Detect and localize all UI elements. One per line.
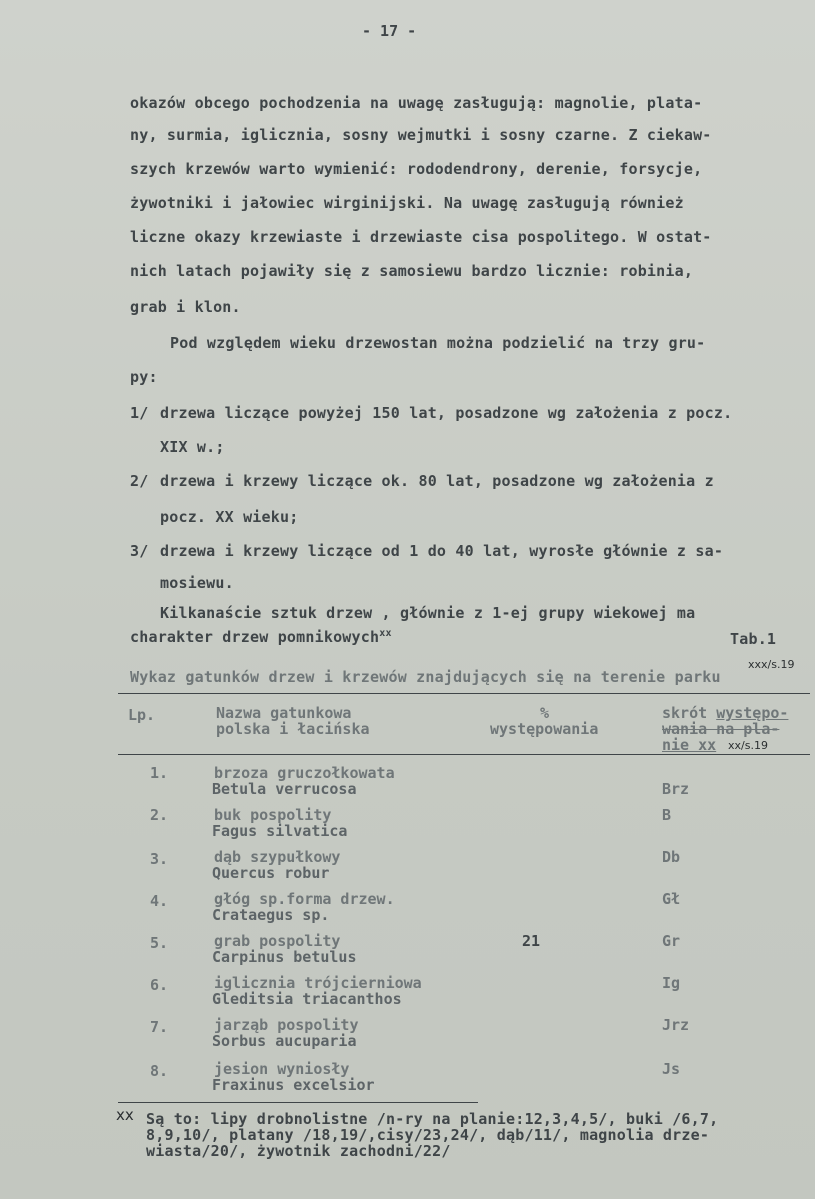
row-name-latin: Fagus silvatica [212,822,348,840]
header-abbr-text: skrót [662,704,708,722]
row-name-polish: brzoza gruczołkowata [214,764,395,782]
table-caption: Wykaz gatunków drzew i krzewów znajdujących się na terenie parku [130,668,721,686]
header-abbr-struck: nie xx [662,736,717,754]
row-abbr: Gł [662,890,681,908]
header-percent: % [540,704,550,722]
text-span: charakter drzew pomnikowych [130,628,380,646]
row-lp: 5. [150,934,169,952]
row-name-latin: Fraxinus excelsior [212,1076,375,1094]
row-lp: 8. [150,1062,169,1080]
row-lp: 3. [150,850,169,868]
list-item-text: drzewa liczące powyżej 150 lat, posadzone wg założenia z pocz. [160,404,733,422]
row-name-latin: Carpinus betulus [212,948,357,966]
row-name-polish: grab pospolity [214,932,341,950]
row-abbr: Js [662,1060,681,1078]
text-line: nich latach pojawiły się z samosiewu bardzo licznie: robinia, [130,262,694,280]
row-lp: 7. [150,1018,169,1036]
header-abbr-struck: wania na pla- [662,720,780,738]
row-lp: 6. [150,976,169,994]
row-abbr: Db [662,848,681,866]
header-abbr-line3 [662,736,716,754]
text-line: Pod względem wieku drzewostan można podzielić na trzy gru- [170,334,706,352]
text-line: Kilkanaście sztuk drzew , głównie z 1-ej grupy wiekowej ma [160,604,696,622]
footnote-line: Są to: lipy drobnolistne /n-ry na planie:12,3,4,5/, buki /6,7, [146,1110,719,1128]
header-name-sub: polska i łacińska [216,720,370,738]
table-label: Tab.1 [730,630,777,648]
row-abbr: Ig [662,974,681,992]
row-abbr: Jrz [662,1016,690,1034]
header-name: Nazwa gatunkowa [216,704,352,722]
row-name-polish: dąb szypułkowy [214,848,341,866]
footnote-line: wiasta/20/, żywotnik zachodni/22/ [146,1142,451,1160]
header-lp: Lp. [128,706,156,724]
list-item-text: XIX w.; [160,438,225,456]
table-top-rule [118,693,810,694]
row-abbr: B [662,806,672,824]
text-line: grab i klon. [130,298,241,316]
list-item-text: mosiewu. [160,574,234,592]
footnote-line: 8,9,10/, platany /18,19/,cisy/23,24/, dąb/11/, magnolia drze- [146,1126,710,1144]
text-line: żywotniki i jałowiec wirginijski. Na uwagę zasługują również [130,194,684,212]
row-name-latin: Quercus robur [212,864,330,882]
row-name-polish: iglicznia trójcierniowa [214,974,422,992]
list-item-number: 1/ [130,404,149,422]
footnote-rule [118,1102,478,1103]
text-line: ny, surmia, iglicznia, sosny wejmutki i sosny czarne. Z ciekaw- [130,126,712,144]
row-name-polish: jesion wyniosły [214,1060,350,1078]
footnote-marker: xx [379,628,392,639]
footnote-marker-handwritten: xx [116,1106,134,1124]
handwritten-note: xxx/s.19 [748,658,795,671]
row-abbr: Gr [662,932,681,950]
list-item-text: pocz. XX wieku; [160,508,299,526]
text-line: liczne okazy krzewiaste i drzewiaste cisa pospolitego. W ostat- [130,228,712,246]
list-item-number: 2/ [130,472,149,490]
table-header-rule [118,754,810,755]
row-name-polish: głóg sp.forma drzew. [214,890,395,908]
handwritten-header-note: xx/s.19 [728,739,768,752]
list-item-text: drzewa i krzewy liczące od 1 do 40 lat, wyrosłe głównie z sa- [160,542,724,560]
row-name-latin: Betula verrucosa [212,780,357,798]
header-abbr-struck: występo- [716,704,789,722]
header-occurrence: występowania [490,720,599,738]
row-lp: 4. [150,892,169,910]
row-lp: 2. [150,806,169,824]
text-line: okazów obcego pochodzenia na uwagę zasługują: magnolie, plata- [130,94,703,112]
row-abbr: Brz [662,780,690,798]
row-lp: 1. [150,764,169,782]
text-line: py: [130,368,158,386]
row-name-polish: buk pospolity [214,806,332,824]
row-name-polish: jarząb pospolity [214,1016,359,1034]
list-item-text: drzewa i krzewy liczące ok. 80 lat, posadzone wg założenia z [160,472,714,490]
row-name-latin: Sorbus aucuparia [212,1032,357,1050]
row-name-latin: Crataegus sp. [212,906,330,924]
row-percent: 21 [522,932,541,950]
text-line [130,628,392,646]
list-item-number: 3/ [130,542,149,560]
text-line: szych krzewów warto wymienić: rododendrony, derenie, forsycje, [130,160,703,178]
row-name-latin: Gleditsia triacanthos [212,990,402,1008]
page-number: - 17 - [362,22,417,40]
